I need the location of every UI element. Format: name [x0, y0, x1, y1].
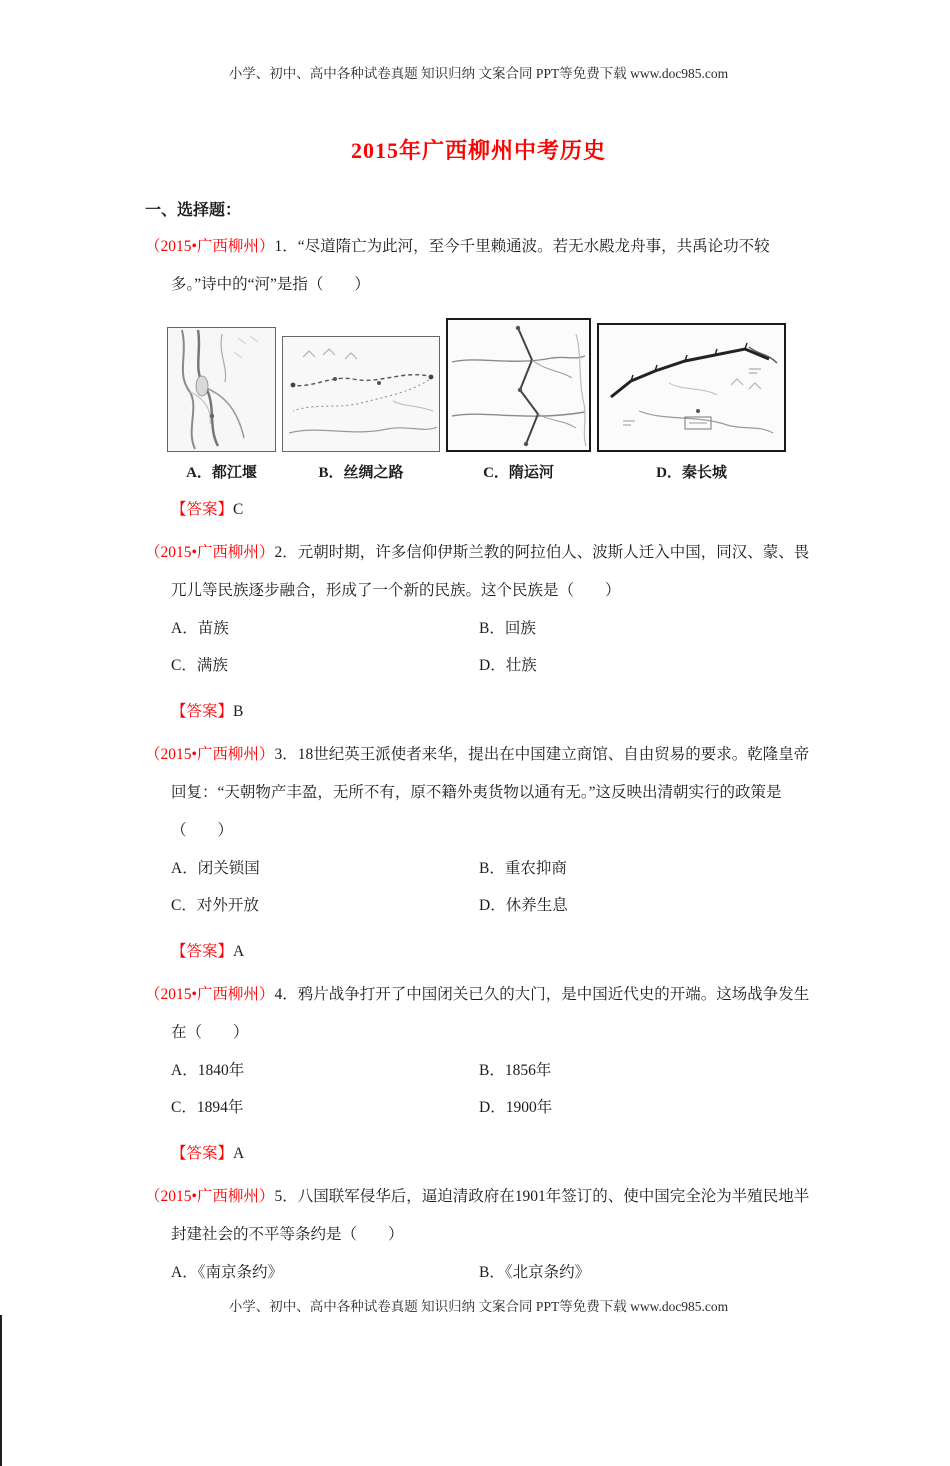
question-5	[145, 1178, 812, 1291]
question-4-text	[145, 976, 812, 1052]
footer-text: 小学、初中、高中各种试卷真题 知识归纳 文案合同 PPT等免费下载 www.doc985.com	[228, 1299, 729, 1314]
figure-dujiangyan	[167, 327, 276, 482]
sui-canal-map-drawing	[448, 320, 589, 450]
figure-label-d: D．秦长城	[656, 465, 727, 481]
option-a: A．苗族	[171, 620, 229, 637]
question-4-options	[171, 1052, 812, 1126]
option-d: D．1900年	[479, 1099, 553, 1116]
option-d: D．壮族	[479, 657, 537, 674]
question-5-options	[171, 1254, 812, 1291]
question-4	[145, 976, 812, 1170]
question-1-body: 1．“尽道隋亡为此河，至今千里赖通波。若无水殿龙舟事，共禹论功不较多。”诗中的“河”是指（ ）	[171, 238, 770, 293]
option-d: D．休养生息	[479, 897, 568, 914]
answer-value: B	[233, 703, 244, 720]
question-1-answer	[145, 494, 812, 526]
question-3-source: （2015•广西柳州）	[145, 746, 275, 763]
figure-silk-road	[282, 336, 440, 482]
figure-qin-great-wall	[597, 323, 786, 482]
qin-great-wall-map-image	[597, 323, 786, 452]
question-2-source: （2015•广西柳州）	[145, 544, 275, 561]
figure-sui-canal	[446, 318, 591, 482]
option-c: C．1894年	[171, 1099, 244, 1116]
option-b: B．1856年	[479, 1062, 552, 1079]
header-text: 小学、初中、高中各种试卷真题 知识归纳 文案合同 PPT等免费下载 www.doc985.com	[228, 66, 729, 81]
qin-great-wall-map-drawing	[599, 325, 784, 450]
question-4-body: 4．鸦片战争打开了中国闭关已久的大门，是中国近代史的开端。这场战争发生在（ ）	[171, 986, 810, 1041]
question-3-answer	[145, 936, 812, 968]
question-3-text	[145, 736, 812, 850]
answer-value: A	[233, 1145, 245, 1162]
option-c: C．满族	[171, 657, 228, 674]
answer-label: 【答案】	[171, 501, 234, 518]
question-1-figures	[167, 318, 812, 482]
question-1-source: （2015•广西柳州）	[145, 238, 275, 255]
question-2-text	[145, 534, 812, 610]
figure-label-b: B．丝绸之路	[318, 465, 404, 481]
question-2	[145, 534, 812, 728]
question-4-source: （2015•广西柳州）	[145, 986, 275, 1003]
option-c: C．对外开放	[171, 897, 259, 914]
answer-label: 【答案】	[171, 1145, 234, 1162]
option-b: B．回族	[479, 620, 536, 637]
figure-label-a: A．都江堰	[186, 465, 257, 481]
dujiangyan-map-drawing	[168, 328, 275, 451]
question-2-answer	[145, 696, 812, 728]
silk-road-map-image	[282, 336, 440, 452]
option-a: A．《南京条约》	[171, 1264, 283, 1281]
question-1	[145, 228, 812, 526]
answer-label: 【答案】	[171, 943, 234, 960]
option-b: B．重农抑商	[479, 860, 567, 877]
sui-canal-map-image	[446, 318, 591, 452]
answer-label: 【答案】	[171, 703, 234, 720]
silk-road-map-drawing	[283, 337, 439, 451]
page-title: 2015年广西柳州中考历史	[350, 138, 606, 163]
question-5-text	[145, 1178, 812, 1254]
option-a: A．闭关锁国	[171, 860, 260, 877]
question-3	[145, 736, 812, 968]
question-3-options	[171, 850, 812, 924]
figure-label-c: C．隋运河	[483, 465, 554, 481]
page-edge-line	[0, 1315, 2, 1466]
answer-value: A	[233, 943, 245, 960]
question-2-options	[171, 610, 812, 684]
question-3-body: 3．18世纪英王派使者来华，提出在中国建立商馆、自由贸易的要求。乾隆皇帝回复：“天朝物产丰盈，无所不有，原不籍外夷货物以通有无。”这反映出清朝实行的政策是（ ）	[171, 746, 810, 839]
question-1-text	[145, 228, 812, 304]
question-2-body: 2．元朝时期，许多信仰伊斯兰教的阿拉伯人、波斯人迁入中国，同汉、蒙、畏兀儿等民族逐步融合，形成了一个新的民族。这个民族是（ ）	[171, 544, 810, 599]
answer-value: C	[233, 501, 244, 518]
option-b: B．《北京条约》	[479, 1264, 591, 1281]
dujiangyan-map-image	[167, 327, 276, 452]
question-5-source: （2015•广西柳州）	[145, 1188, 275, 1205]
option-a: A．1840年	[171, 1062, 245, 1079]
question-5-body: 5．八国联军侵华后，逼迫清政府在1901年签订的、使中国完全沦为半殖民地半封建社会的不平等条约是（ ）	[171, 1188, 810, 1243]
question-4-answer	[145, 1138, 812, 1170]
section-heading: 一、选择题：	[145, 202, 242, 219]
